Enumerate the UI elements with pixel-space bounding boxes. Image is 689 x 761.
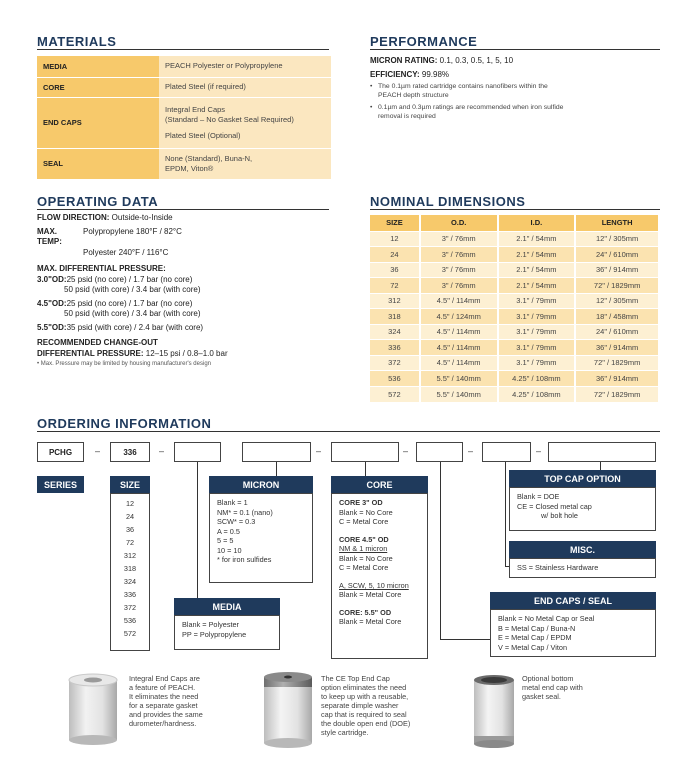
separator-dash: – — [95, 446, 101, 456]
dimensions-cell: 324 — [370, 324, 420, 340]
caption-line: and provides the same — [129, 710, 203, 719]
core-connector — [365, 462, 366, 476]
core-subtitle: CORE 3" OD — [339, 498, 383, 507]
micron-options — [209, 493, 313, 583]
endcaps-header: END CAPS / SEAL — [490, 592, 656, 609]
materials-row-endcaps — [37, 97, 331, 148]
dimensions-cell: 36" / 914mm — [575, 262, 659, 278]
dimensions-cell: 2.1" / 54mm — [498, 262, 576, 278]
bullet-line: • 0.1µm and 0.3µm ratings are recommended when iron sulfide — [378, 104, 564, 111]
dimensions-row — [370, 371, 659, 387]
micron-rating-value: 0.1, 0.3, 0.5, 1, 5, 10 — [439, 56, 514, 65]
materials-value: Plated Steel (Optional) — [165, 130, 241, 140]
micron-rating-label: MICRON RATING: — [370, 56, 438, 65]
misc-code-box[interactable] — [482, 442, 531, 462]
endcaps-option: Blank = No Metal Cap or Seal — [498, 614, 595, 623]
misc-header: MISC. — [509, 541, 656, 558]
separator-dash: – — [159, 446, 165, 456]
topcap-header: TOP CAP OPTION — [509, 470, 656, 487]
od-label: 3.0"OD: — [37, 274, 67, 284]
bottom-endcap-caption — [522, 674, 583, 701]
dimensions-cell: 3" / 76mm — [420, 247, 498, 263]
core-option: Blank = Metal Core — [339, 590, 402, 599]
caption-line: It eliminates the need — [129, 692, 199, 701]
size-option: 36 — [125, 525, 135, 534]
caption-line: Integral End Caps are — [129, 674, 200, 683]
dimensions-cell: 4.5" / 114mm — [420, 340, 498, 356]
micron-code-box[interactable] — [242, 442, 311, 462]
flow-value: Outside-to-Inside — [111, 213, 173, 222]
dimensions-row — [370, 278, 659, 294]
dimensions-cell: 2.1" / 54mm — [498, 247, 576, 263]
micron-option: NM* = 0.1 (nano) — [217, 507, 273, 517]
core-option: C = Metal Core — [339, 517, 389, 526]
dimensions-cell: 36" / 914mm — [575, 340, 659, 356]
series-code-box: PCHG — [37, 442, 84, 462]
materials-key: MEDIA — [37, 56, 159, 77]
dimensions-cell: 5.5" / 140mm — [420, 386, 498, 402]
dimensions-cell: 12" / 305mm — [575, 293, 659, 309]
dimensions-row — [370, 355, 659, 371]
dimensions-cell: 36 — [370, 262, 420, 278]
integral-endcap-cartridge-image — [66, 672, 120, 746]
caption-line: Optional bottom — [522, 674, 574, 683]
materials-value: None (Standard), Buna-N, — [165, 153, 253, 163]
micron-option: Blank = 1 — [217, 498, 248, 507]
dimensions-cell: 72" / 1829mm — [575, 278, 659, 294]
dimensions-cell: 3.1" / 79mm — [498, 293, 576, 309]
dimensions-cell: 372 — [370, 355, 420, 371]
rec-value: 12–15 psi / 0.8–1.0 bar — [145, 348, 228, 358]
dimensions-row — [370, 340, 659, 356]
endcaps-options — [490, 609, 656, 657]
dimensions-cell: 312 — [370, 293, 420, 309]
efficiency-label: EFFICIENCY: — [370, 70, 420, 79]
endcaps-option: E = Metal Cap / EPDM — [498, 633, 572, 642]
caption-line: cap that is required to seal — [321, 710, 407, 719]
caption-line: for a separate gasket — [129, 701, 198, 710]
size-header: SIZE — [110, 476, 150, 493]
dimensions-cell: 336 — [370, 340, 420, 356]
core-header: CORE — [331, 476, 428, 493]
dimensions-cell: 536 — [370, 371, 420, 387]
dimensions-cell: 18" / 458mm — [575, 309, 659, 325]
endcaps-code-box[interactable] — [416, 442, 463, 462]
dimensions-body — [370, 231, 659, 402]
micron-option: * for iron sulfides — [217, 555, 272, 564]
operating-title: OPERATING DATA — [37, 194, 159, 209]
caption-line: option eliminates the need — [321, 683, 407, 692]
ce-topcap-caption — [321, 674, 410, 737]
micron-option: 5 = 5 — [217, 536, 234, 545]
core-options — [331, 493, 428, 659]
dimensions-rule — [370, 209, 660, 210]
materials-value: PEACH Polyester or Polypropylene — [165, 61, 283, 71]
micron-option: 10 = 10 — [217, 545, 242, 555]
micron-connector — [276, 462, 277, 476]
dimensions-cell: 3" / 76mm — [420, 278, 498, 294]
misc-option: SS = Stainless Hardware — [517, 563, 599, 572]
materials-value: EPDM, Viton® — [165, 163, 214, 173]
topcap-connector — [600, 462, 601, 470]
core-subtitle: CORE 4.5" OD — [339, 534, 389, 544]
performance-block — [370, 56, 660, 121]
dimensions-cell: 72 — [370, 278, 420, 294]
endcaps-option: B = Metal Cap / Buna-N — [498, 623, 576, 633]
dimensions-cell: 3.1" / 79mm — [498, 340, 576, 356]
size-option: 318 — [123, 564, 137, 573]
media-option: Blank = Polyester — [182, 620, 239, 629]
size-option: 336 — [123, 590, 137, 599]
media-options — [174, 615, 280, 650]
series-header: SERIES — [37, 476, 84, 493]
materials-table — [37, 56, 331, 180]
od-value: 25 psid (no core) / 1.7 bar (no core) — [66, 298, 193, 308]
core-subtitle: CORE: 5.5" OD — [339, 607, 392, 617]
rec-label: RECOMMENDED CHANGE-OUT — [37, 338, 158, 347]
core-option: Blank = Metal Core — [339, 617, 402, 626]
dimensions-cell: 3.1" / 79mm — [498, 355, 576, 371]
dimensions-title: NOMINAL DIMENSIONS — [370, 194, 526, 209]
media-code-box[interactable] — [174, 442, 221, 462]
flow-label: FLOW DIRECTION: — [37, 213, 110, 222]
dimensions-cell: 4.25" / 108mm — [498, 386, 576, 402]
dimensions-row — [370, 247, 659, 263]
caption-line: gasket seal. — [522, 692, 561, 701]
ordering-rule — [37, 431, 660, 432]
size-option: 24 — [125, 512, 135, 521]
topcap-option: CE = Closed metal cap — [517, 501, 592, 511]
dimensions-row — [370, 309, 659, 325]
dimensions-row — [370, 293, 659, 309]
materials-key: END CAPS — [37, 97, 159, 148]
caption-line: metal end cap with — [522, 683, 583, 692]
materials-rule — [37, 49, 329, 50]
size-option: 572 — [123, 629, 137, 638]
media-option: PP = Polypropylene — [182, 629, 247, 639]
dimensions-row — [370, 231, 659, 247]
core-option: Blank = No Core — [339, 553, 393, 563]
media-header: MEDIA — [174, 598, 280, 615]
size-option: 536 — [123, 616, 137, 625]
dim-header: LENGTH — [575, 215, 659, 231]
size-option: 12 — [125, 499, 135, 508]
od-label: 4.5"OD: — [37, 298, 67, 308]
bullet-line: • The 0.1µm rated cartridge contains nanofibers within the — [378, 83, 548, 90]
separator-dash: – — [468, 446, 474, 456]
performance-rule — [370, 49, 660, 50]
caption-line: separate dimple washer — [321, 701, 399, 710]
bullet-line: removal is required — [378, 112, 436, 120]
dimensions-cell: 3.1" / 79mm — [498, 324, 576, 340]
od-value: 35 psid (with core) / 2.4 bar (with core) — [66, 322, 204, 332]
separator-dash: – — [403, 446, 409, 456]
dim-header: SIZE — [370, 215, 420, 231]
dimensions-cell: 4.5" / 124mm — [420, 309, 498, 325]
caption-line: The CE Top End Cap — [321, 674, 390, 683]
size-option: 312 — [123, 551, 137, 560]
dimensions-cell: 24" / 610mm — [575, 324, 659, 340]
ce-topcap-cartridge-image — [262, 671, 314, 749]
materials-key: CORE — [37, 77, 159, 97]
dimensions-cell: 572 — [370, 386, 420, 402]
temp-value: Polypropylene 180°F / 82°C — [83, 226, 182, 236]
dimensions-cell: 318 — [370, 309, 420, 325]
materials-row-media — [37, 56, 331, 77]
micron-header: MICRON — [209, 476, 313, 493]
pressure-note: • Max. Pressure may be limited by housing manufacturer's design — [37, 361, 211, 367]
endcaps-connector — [440, 639, 490, 640]
dimensions-cell: 5.5" / 140mm — [420, 371, 498, 387]
materials-key: SEAL — [37, 148, 159, 179]
rec-label: DIFFERENTIAL PRESSURE: — [37, 348, 144, 358]
dimensions-cell: 12" / 305mm — [575, 231, 659, 247]
dimensions-row — [370, 262, 659, 278]
caption-line: a feature of PEACH. — [129, 683, 196, 692]
operating-block — [37, 213, 337, 367]
materials-value: Integral End Caps — [165, 104, 226, 114]
dimensions-cell: 72" / 1829mm — [575, 355, 659, 371]
efficiency-value: 99.98% — [421, 70, 450, 79]
materials-value: Plated Steel (if required) — [165, 82, 246, 91]
caption-line: style cartridge. — [321, 728, 369, 737]
endcaps-option: V = Metal Cap / Viton — [498, 642, 568, 652]
topcap-option: Blank = DOE — [517, 492, 560, 501]
topcap-options — [509, 487, 656, 531]
dimensions-cell: 3" / 76mm — [420, 262, 498, 278]
dimensions-cell: 4.5" / 114mm — [420, 293, 498, 309]
performance-bullet — [370, 83, 660, 100]
dimensions-cell: 24 — [370, 247, 420, 263]
dimensions-cell: 12 — [370, 231, 420, 247]
core-option: Blank = No Core — [339, 507, 393, 517]
core-subtitle: NM & 1 micron — [339, 544, 388, 553]
dimensions-cell: 4.5" / 114mm — [420, 324, 498, 340]
od-value: 50 psid (with core) / 3.4 bar (with core) — [64, 309, 201, 318]
micron-option: A = 0.5 — [217, 526, 240, 536]
separator-dash: – — [316, 446, 322, 456]
size-option: 372 — [123, 603, 137, 612]
topcap-code-box[interactable] — [548, 442, 656, 462]
caption-line: durometer/hardness. — [129, 719, 197, 728]
materials-title: MATERIALS — [37, 34, 117, 49]
bottom-metal-endcap-cartridge-image — [471, 672, 517, 750]
dimensions-cell: 3" / 76mm — [420, 231, 498, 247]
dimensions-row — [370, 386, 659, 402]
dimensions-cell: 3.1" / 79mm — [498, 309, 576, 325]
misc-options — [509, 558, 656, 578]
temp-value: Polyester 240°F / 116°C — [83, 247, 169, 257]
od-value: 25 psid (no core) / 1.7 bar (no core) — [66, 274, 193, 284]
dimensions-cell: 4.5" / 114mm — [420, 355, 498, 371]
ordering-title: ORDERING INFORMATION — [37, 416, 212, 431]
size-list — [110, 493, 150, 651]
micron-option: SCW* = 0.3 — [217, 517, 256, 526]
performance-title: PERFORMANCE — [370, 34, 478, 49]
size-option: 72 — [125, 538, 135, 547]
dim-header: O.D. — [420, 215, 498, 231]
dimensions-cell: 24" / 610mm — [575, 247, 659, 263]
dimensions-cell: 2.1" / 54mm — [498, 231, 576, 247]
mdp-label: MAX. DIFFERENTIAL PRESSURE: — [37, 264, 166, 273]
bullet-line: PEACH depth structure — [378, 91, 449, 99]
size-code-box: 336 — [110, 442, 150, 462]
dimensions-row — [370, 324, 659, 340]
topcap-option: w/ bolt hole — [541, 511, 578, 520]
materials-row-core — [37, 77, 331, 97]
integral-endcap-caption — [129, 674, 203, 728]
dimensions-cell: 72" / 1829mm — [575, 386, 659, 402]
endcaps-connector — [440, 462, 441, 639]
misc-connector — [505, 462, 506, 566]
core-option: C = Metal Core — [339, 563, 389, 572]
dimensions-table — [370, 215, 660, 402]
caption-line: the double open end (DOE) — [321, 719, 411, 728]
media-connector — [197, 462, 198, 598]
od-label: 5.5"OD: — [37, 322, 67, 332]
materials-value: (Standard – No Gasket Seal Required) — [165, 114, 294, 124]
materials-row-seal — [37, 148, 331, 179]
dim-header: I.D. — [498, 215, 576, 231]
separator-dash: – — [536, 446, 542, 456]
dimensions-cell: 36" / 914mm — [575, 371, 659, 387]
dimensions-cell: 4.25" / 108mm — [498, 371, 576, 387]
operating-rule — [37, 209, 329, 210]
core-subtitle: A, SCW, 5, 10 micron — [339, 580, 409, 590]
core-code-box[interactable] — [331, 442, 399, 462]
od-value: 50 psid (with core) / 3.4 bar (with core) — [64, 285, 201, 294]
caption-line: to keep up with a reusable, — [321, 692, 409, 701]
size-option: 324 — [123, 577, 137, 586]
dimensions-cell: 2.1" / 54mm — [498, 278, 576, 294]
performance-bullet — [370, 104, 660, 121]
temp-label: MAX. TEMP: — [37, 226, 62, 246]
